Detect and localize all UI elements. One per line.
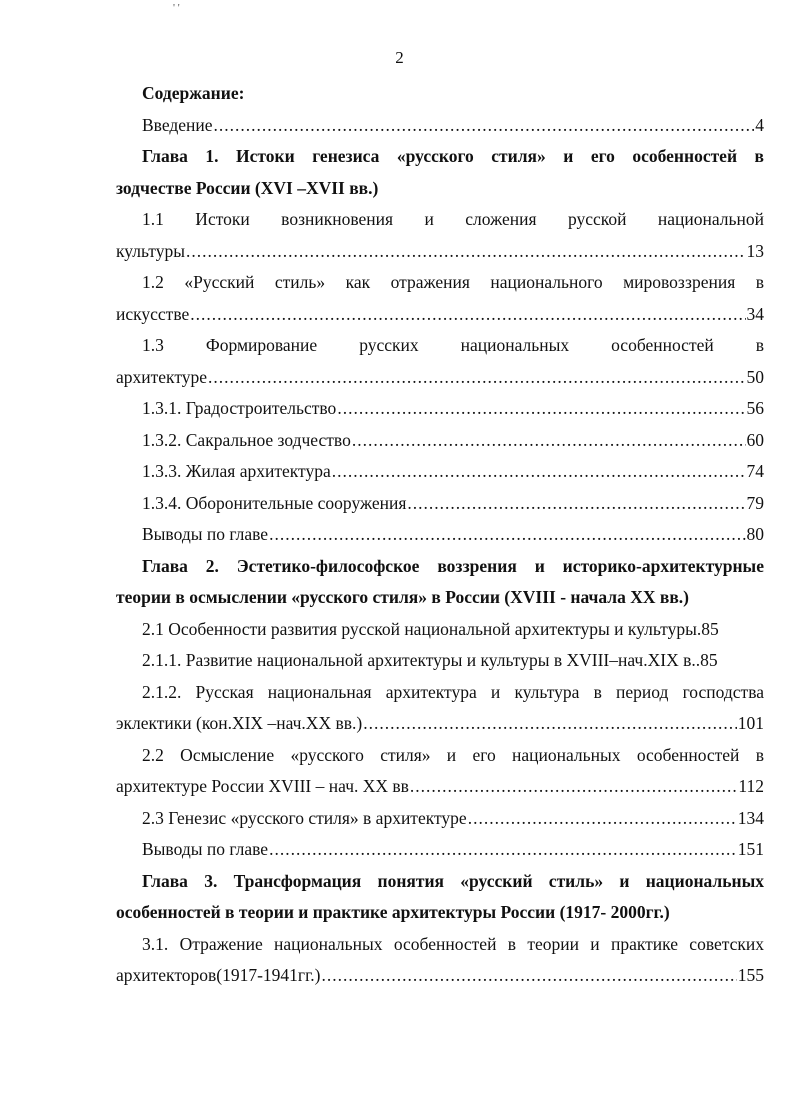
toc-entry-page: 56 xyxy=(746,398,764,418)
toc-entry-1-1[interactable] xyxy=(116,236,764,268)
chapter-2-title-line-1: Глава 2. Эстетико-философское воззрения и историко-архитектурные xyxy=(142,555,764,576)
toc-entry-1-3[interactable] xyxy=(116,362,764,394)
section-1-3-title-line-1: 1.3 Формирование русских национальных особенностей в xyxy=(142,335,764,355)
toc-entry-title: 2.3 Генезис «русского стиля» в архитектуре xyxy=(142,807,467,828)
toc-entry-page: 50 xyxy=(746,366,764,387)
toc-entry-title: 1.3.4. Оборонительные сооружения xyxy=(142,492,407,513)
toc-entry-3-1[interactable] xyxy=(116,960,764,992)
dot-leader xyxy=(214,110,755,142)
toc-entry-title: искусстве xyxy=(116,303,190,324)
chapter-1-title-line-2: зодчестве России (XVI –XVII вв.) xyxy=(116,177,379,198)
table-of-contents xyxy=(116,78,764,992)
toc-entry-1-3-3[interactable] xyxy=(116,456,764,488)
toc-entry-2-2[interactable] xyxy=(116,771,764,803)
toc-entry-title: архитектуре России XVIII – нач. XX вв xyxy=(116,776,409,796)
toc-entry-page: 34 xyxy=(746,303,764,324)
toc-entry-title: 1.3.3. Жилая архитектура xyxy=(142,461,331,481)
toc-entry-1-3-4[interactable] xyxy=(116,488,764,520)
toc-entry-page: 155 xyxy=(737,965,764,985)
section-1-1-title-line-1: 1.1 Истоки возникновения и сложения русской национальной xyxy=(142,209,764,229)
toc-entry-introduction[interactable] xyxy=(116,110,764,142)
dot-leader xyxy=(363,708,737,740)
toc-entry-title: Выводы по главе xyxy=(142,839,269,859)
toc-entry-title: 2.1 Особенности развития русской национальной архитектуры и культуры. xyxy=(142,618,702,639)
toc-entry-page: 112 xyxy=(738,776,764,796)
toc-entry-1-2[interactable] xyxy=(116,299,764,331)
toc-entry-page: 74 xyxy=(746,461,764,481)
chapter-3-title-line-2: особенностей в теории и практике архитектуры России (1917- 2000гг.) xyxy=(116,902,670,922)
dot-leader xyxy=(468,803,737,835)
toc-entry-2-3[interactable] xyxy=(116,803,764,835)
dot-leader xyxy=(407,488,745,520)
toc-entry-1-3-1[interactable] xyxy=(116,393,764,425)
scan-marks: ' ' xyxy=(173,2,180,14)
dot-leader xyxy=(208,362,745,394)
dot-leader xyxy=(269,834,737,866)
toc-heading: Содержание: xyxy=(142,83,245,103)
toc-entry-chapter-1-conclusions[interactable] xyxy=(116,519,764,551)
dot-leader xyxy=(186,236,746,268)
chapter-1-title-line-1: Глава 1. Истоки генезиса «русского стиля» и его особенностей в xyxy=(142,146,764,166)
toc-entry-2-1-1[interactable] xyxy=(116,645,764,677)
toc-entry-2-1[interactable] xyxy=(116,614,764,646)
dot-leader xyxy=(322,960,737,992)
dot-leader xyxy=(332,456,746,488)
dot-leader xyxy=(190,299,745,331)
toc-entry-page: 85 xyxy=(700,650,718,670)
dot-leader xyxy=(410,771,737,803)
toc-entry-title: культуры xyxy=(116,240,185,261)
section-2-1-2-title-line-1: 2.1.2. Русская национальная архитектура и культура в период господства xyxy=(142,681,764,702)
toc-entry-page: 13 xyxy=(746,240,764,261)
dot-leader xyxy=(269,519,745,551)
toc-entry-page: 101 xyxy=(737,713,764,733)
dot-leader xyxy=(337,393,745,425)
section-1-2-title-line-1: 1.2 «Русский стиль» как отражения национального мировоззрения в xyxy=(142,272,764,292)
dot-leader xyxy=(352,425,746,457)
toc-entry-title: архитектуре xyxy=(116,366,208,387)
toc-entry-title: 2.1.1. Развитие национальной архитектуры и культуры в XVIII–нач.XIX в.. xyxy=(142,650,701,670)
chapter-3-title-line-1: Глава 3. Трансформация понятия «русский стиль» и национальных xyxy=(142,870,764,891)
toc-entry-title: Введение xyxy=(142,114,213,135)
toc-entry-page: 4 xyxy=(755,114,764,135)
toc-entry-page: 151 xyxy=(737,839,764,859)
toc-entry-page: 85 xyxy=(701,618,719,639)
toc-entry-chapter-2-conclusions[interactable] xyxy=(116,834,764,866)
toc-entry-title: архитекторов(1917-1941гг.) xyxy=(116,965,321,985)
toc-entry-page: 134 xyxy=(737,807,764,828)
toc-entry-title: Выводы по главе xyxy=(142,524,269,544)
section-2-2-title-line-1: 2.2 Осмысление «русского стиля» и его национальных особенностей в xyxy=(142,744,764,765)
toc-entry-title: 1.3.2. Сакральное зодчество xyxy=(142,429,351,450)
toc-entry-page: 80 xyxy=(746,524,764,544)
chapter-2-title-line-2: теории в осмыслении «русского стиля» в России (XVIII - начала XX вв.) xyxy=(116,587,690,607)
toc-entry-1-3-2[interactable] xyxy=(116,425,764,457)
toc-entry-page: 79 xyxy=(746,492,764,513)
toc-entry-title: эклектики (кон.XIX –нач.XX вв.) xyxy=(116,713,363,733)
page-number: 2 xyxy=(395,48,404,67)
toc-entry-page: 60 xyxy=(746,429,764,450)
toc-entry-title: 1.3.1. Градостроительство xyxy=(142,398,337,418)
toc-entry-2-1-2[interactable] xyxy=(116,708,764,740)
section-3-1-title-line-1: 3.1. Отражение национальных особенностей в теории и практике советских xyxy=(142,933,764,954)
